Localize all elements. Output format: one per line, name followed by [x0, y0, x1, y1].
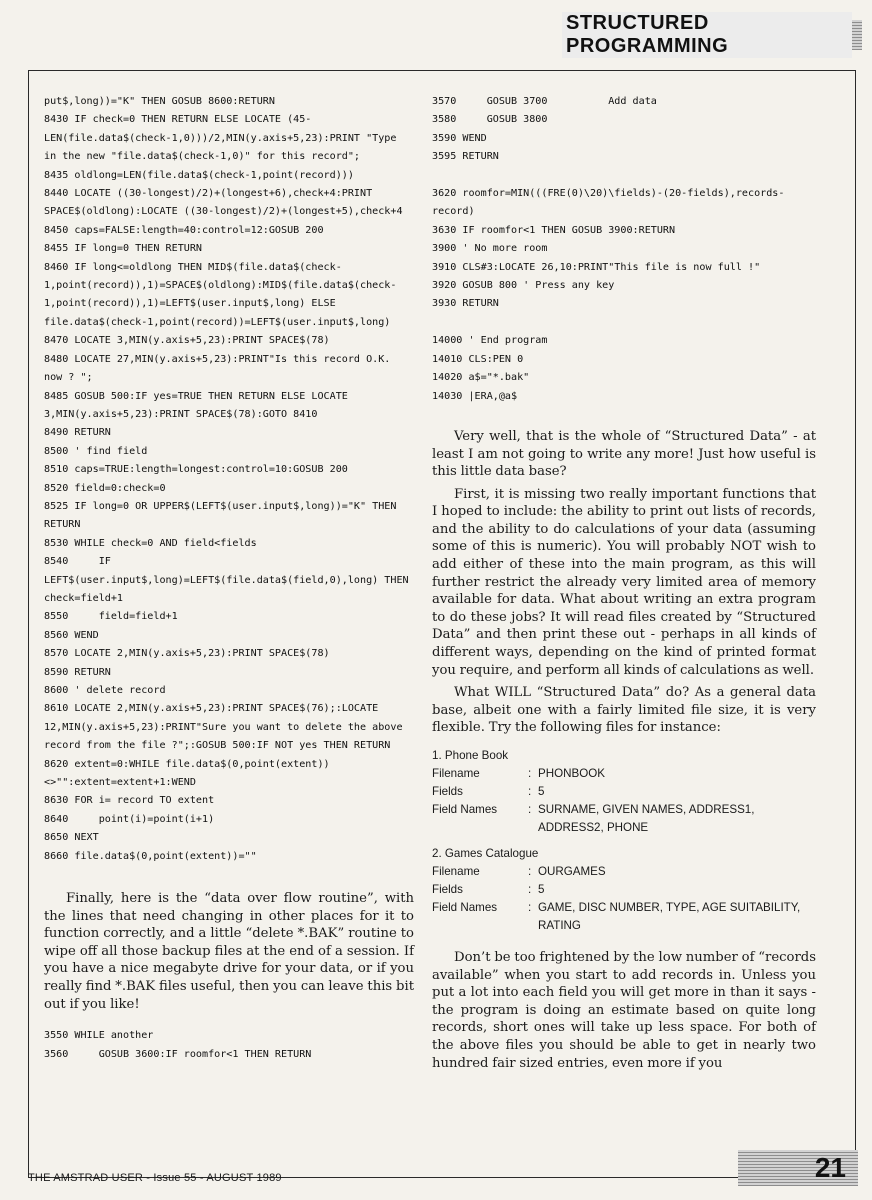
file-example-title: 1. Phone Book: [432, 749, 509, 762]
paragraph: Very well, that is the whole of “Structured Data” - at least I am not going to write any more! Just how useful is this little data base?: [432, 428, 816, 480]
file-row: [432, 801, 816, 837]
colon: :: [528, 767, 532, 780]
program-listing-right: 3570 GOSUB 3700 Add data 3580 GOSUB 3800 3590 WEND 3595 RETURN 3620 roomfor=MIN(((FRE(0)\20)\fields)-(20-fields),records-record) 3630 IF roomfor<1 THEN GOSUB 3900:RETURN 3900 ' No more room 3910 CLS#3:LOCATE 26,10:PRINT"This file is now full !" 3920 GOSUB 800 ' Press any key 3930 RETURN 14000 ' End program 14010 CLS:PEN 0 14020 a$="*.bak" 14030 |ERA,@a$: [432, 96, 785, 402]
file-value: OURGAMES: [538, 865, 606, 878]
left-column: [44, 93, 414, 1064]
file-example-1: [432, 747, 816, 837]
file-value: 5: [538, 785, 545, 798]
file-row: [432, 863, 816, 881]
right-column: [432, 93, 816, 1077]
file-key: Field Names: [432, 803, 498, 816]
file-key: Fields: [432, 883, 463, 896]
colon: :: [528, 785, 532, 798]
right-prose: [432, 428, 816, 737]
file-key: Filename: [432, 865, 480, 878]
file-row: [432, 899, 816, 935]
paragraph: Finally, here is the “data over flow routine”, with the lines that need changing in other places for it to function correctly, and a little “delete *.BAK” routine to wipe off all those backup files at the end of a session. If you have a nice megabyte drive for your data, or if you really find *.BAK files useful, then you can leave this bit out if you like!: [44, 891, 414, 1012]
left-prose: [44, 890, 414, 1013]
page-number: 21: [814, 1152, 846, 1183]
program-listing-left-bottom: 3550 WHILE another 3560 GOSUB 3600:IF roomfor<1 THEN RETURN: [44, 1030, 312, 1060]
colon: :: [528, 901, 532, 914]
file-example-2: [432, 845, 816, 935]
file-key: Field Names: [432, 901, 498, 914]
file-row: [432, 881, 816, 899]
colon: :: [528, 865, 532, 878]
colon: :: [528, 803, 532, 816]
file-key: Fields: [432, 785, 463, 798]
file-row: [432, 765, 816, 783]
file-value: GAME, DISC NUMBER, TYPE, AGE SUITABILITY, RATING: [538, 901, 801, 932]
file-value: SURNAME, GIVEN NAMES, ADDRESS1, ADDRESS2, PHONE: [538, 803, 755, 834]
file-key: Filename: [432, 767, 480, 780]
section-header: [562, 12, 862, 57]
colon: :: [528, 883, 532, 896]
paragraph: Don’t be too frightened by the low number of “records available” when you start to add records in. Unless you put a lot into each field you will get more in than it says - the program is doing an estimate based on quite long records, short ones will take up less space. For both of the above files you should be able to get in nearly two hundred fair sized entries, even more if you: [432, 950, 816, 1071]
section-title: STRUCTURED PROGRAMMING: [562, 12, 852, 58]
footer-publication: THE AMSTRAD USER - Issue 55 - AUGUST 1989: [28, 1172, 282, 1184]
paragraph: What WILL “Structured Data” do? As a general data base, albeit one with a fairly limited file size, it is very flexible. Try the following files for instance:: [432, 685, 816, 736]
file-examples: [432, 747, 816, 935]
file-value: 5: [538, 883, 545, 896]
file-value: PHONBOOK: [538, 767, 605, 780]
page-number-box: [738, 1150, 858, 1186]
file-row: [432, 783, 816, 801]
right-prose-2: [432, 949, 816, 1072]
paragraph: First, it is missing two really important functions that I hoped to include: the ability to print out lists of records, and the ability to do calculations of your data (assuming some of this is numeric). You will probably NOT wish to add either of these into the main program, as this will further restrict the already very limited area of memory available for data. What about writing an extra program to do these jobs? It will read files created by “Structured Data” and then print these out - perhaps in all kinds of different ways, depending on the kind of printed format you require, and perform all kinds of calculations as well.: [432, 486, 816, 678]
program-listing-left: put$,long))="K" THEN GOSUB 8600:RETURN 8430 IF check=0 THEN RETURN ELSE LOCATE (45-LEN(file.data$(check-1,0)))/2,MIN(y.axis+5,23):PRINT "Type in the new "file.data$(check-1,0)" for this record"; 8435 oldlong=LEN(file.data$(check-1,point(record))) 8440 LOCATE ((30-longest)/2)+(longest+6),check+4:PRINT SPACE$(oldlong):LOCATE ((30-longest)/2)+(longest+5),check+4 8450 caps=FALSE:length=40:control=12:GOSUB 200 8455 IF long=0 THEN RETURN 8460 IF long<=oldlong THEN MID$(file.data$(check-1,point(record)),1)=SPACE$(oldlong):MID$(file.data$(check-1,point(record)),1)=LEFT$(user.input$,long) ELSE file.data$(check-1,point(record))=LEFT$(user.input$,long) 8470 LOCATE 3,MIN(y.axis+5,23):PRINT SPACE$(78) 8480 LOCATE 27,MIN(y.axis+5,23):PRINT"Is this record O.K. now ? "; 8485 GOSUB 500:IF yes=TRUE THEN RETURN ELSE LOCATE 3,MIN(y.axis+5,23):PRINT SPACE$(78):GOTO 8410 8490 RETURN 8500 ' find field 8510 caps=TRUE:length=longest:control=10:GOSUB 200 8520 field=0:check=0 8525 IF long=0 OR UPPER$(LEFT$(user.input$,long))="K" THEN RETURN 8530 WHILE check=0 AND field<fields 8540 IF LEFT$(user.input$,long)=LEFT$(file.data$(field,0),long) THEN check=field+1 8550 field=field+1 8560 WEND 8570 LOCATE 2,MIN(y.axis+5,23):PRINT SPACE$(78) 8590 RETURN 8600 ' delete record 8610 LOCATE 2,MIN(y.axis+5,23):PRINT SPACE$(76);:LOCATE 12,MIN(y.axis+5,23):PRINT"Sure you want to delete the above record from the file ?";:GOSUB 500:IF NOT yes THEN RETURN 8620 extent=0:WHILE file.data$(0,point(extent))<>"":extent=extent+1:WEND 8630 FOR i= record TO extent 8640 point(i)=point(i+1) 8650 NEXT 8660 file.data$(0,point(extent))="": [44, 96, 409, 862]
file-example-title: 2. Games Catalogue: [432, 847, 539, 860]
